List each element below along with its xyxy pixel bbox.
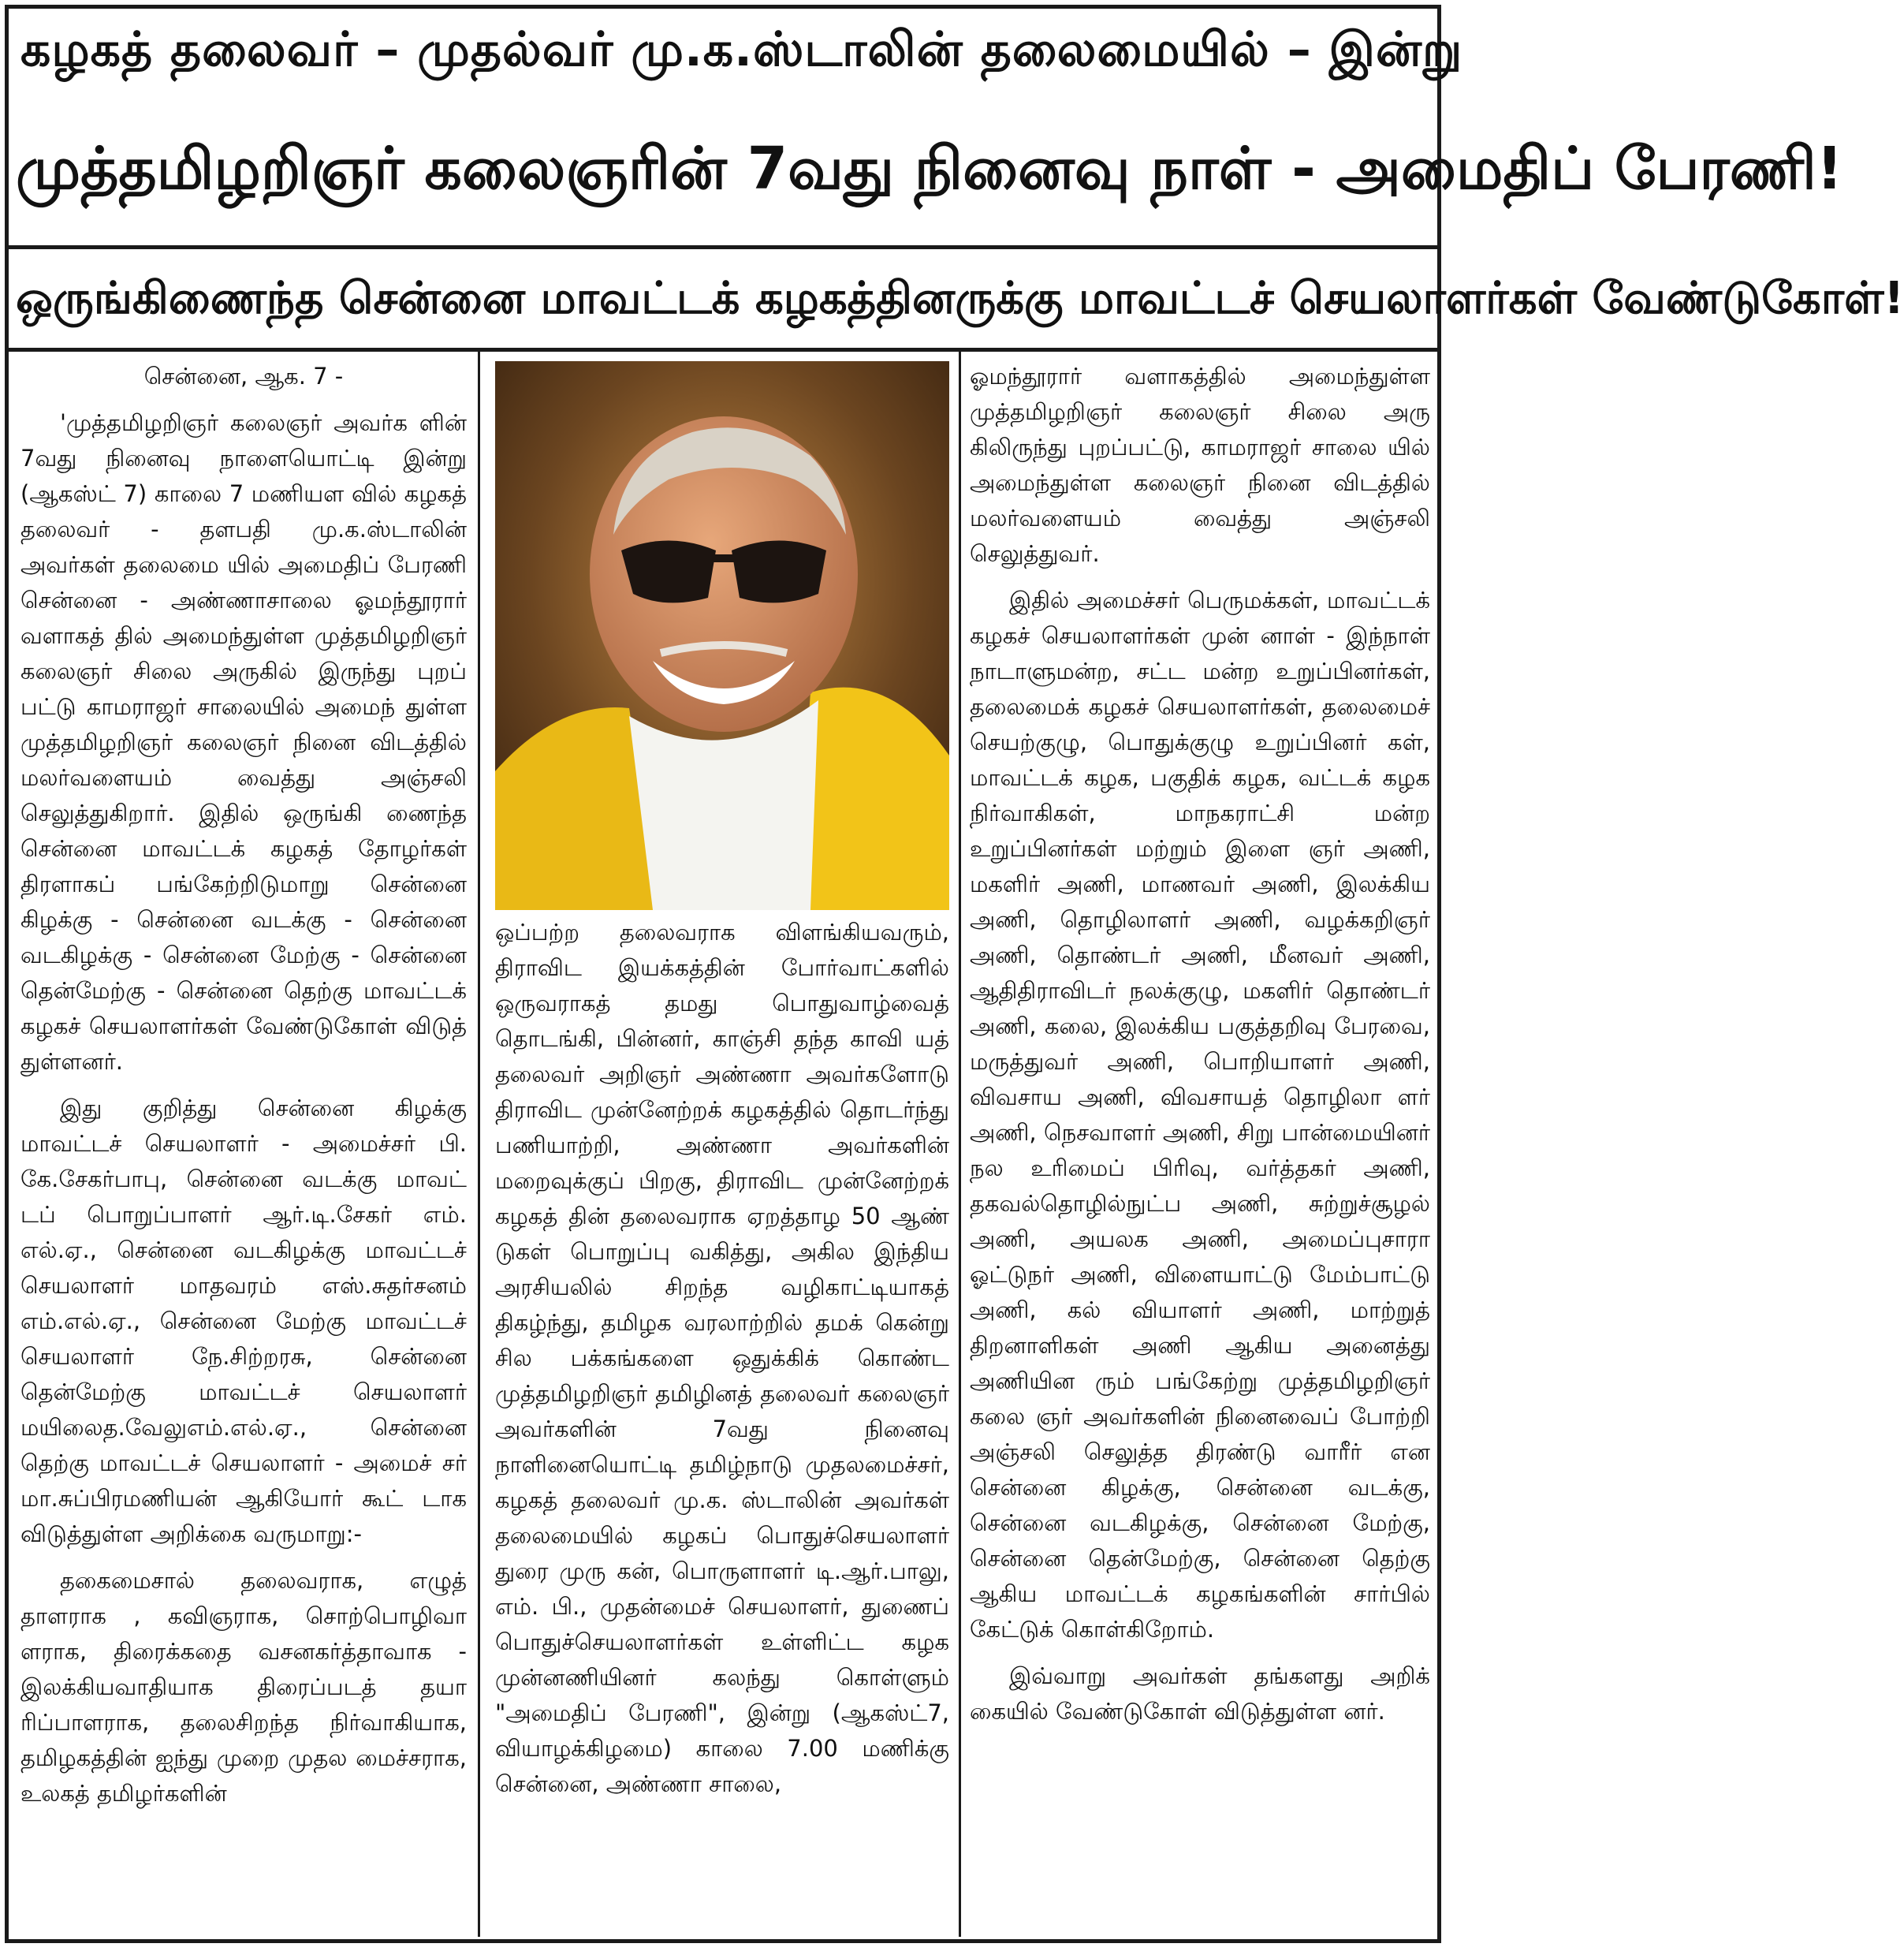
right-lens [732, 541, 826, 603]
subhead: ஒருங்கிணைந்த சென்னை மாவட்டக் கழகத்தினருக்கு மாவட்டச் செயலாளர்கள் வேண்டுகோள்! [16, 273, 1904, 324]
left-lens [621, 541, 716, 603]
headline-line-1: கழகத் தலைவர் – முதல்வர் மு.க.ஸ்டாலின் தலைமையில் – இன்று [20, 22, 1463, 77]
left-column [20, 359, 467, 1822]
paragraph: இதில் அமைச்சர் பெருமக்கள், மாவட்டக் கழகச் செயலாளர்கள் முன் னாள் - இந்நாள் நாடாளுமன்ற, சட்ட மன்ற உறுப்பினர்கள், தலைமைக் கழகச் செயலாளர்கள், தலைமைச் செயற்குழு, பொதுக்குழு உறுப்பினர் கள், மாவட்டக் கழக, பகுதிக் கழக, வட்டக் கழக நிர்வாகிகள், மாநகராட்சி மன்ற உறுப்பினர்கள் மற்றும் இளை ஞர் அணி, மகளிர் அணி, மாணவர் அணி, இலக்கிய அணி, தொழிலாளர் அணி, வழக்கறிஞர் அணி, தொண்டர் அணி, மீனவர் அணி, ஆதிதிராவிடர் நலக்குழு, மகளிர் தொண்டர் அணி, கலை, இலக்கிய பகுத்தறிவு பேரவை, மருத்துவர் அணி, பொறியாளர் அணி, விவசாய அணி, விவசாயத் தொழிலா ளர் அணி, நெசவாளர் அணி, சிறு பான்மையினர் நல உரிமைப் பிரிவு, வர்த்தகர் அணி, தகவல்தொழில்நுட்ப அணி, சுற்றுச்சூழல் அணி, அயலக அணி, அமைப்புசாரா ஓட்டுநர் அணி, விளையாட்டு மேம்பாட்டு அணி, கல் வியாளர் அணி, மாற்றுத் திறனாளிகள் அணி ஆகிய அனைத்து அணியின ரும் பங்கேற்று முத்தமிழறிஞர் கலை ஞர் அவர்களின் நினைவைப் போற்றி அஞ்சலி செலுத்த திரண்டு வாரீர் என சென்னை கிழக்கு, சென்னை வடக்கு, சென்னை வடகிழக்கு, சென்னை மேற்கு, சென்னை தென்மேற்கு, சென்னை தெற்கு ஆகிய மாவட்டக் கழகங்களின் சார்பில் கேட்டுக் கொள்கிறோம். [970, 587, 1430, 1643]
dateline: சென்னை, ஆக. 7 - [143, 363, 344, 390]
column-rule [959, 352, 961, 1937]
portrait-illustration [495, 361, 949, 910]
right-column [970, 359, 1430, 1740]
middle-column [495, 915, 949, 1813]
paragraph: ஓமந்தூரார் வளாகத்தில் அமைந்துள்ள முத்தமிழறிஞர் கலைஞர் சிலை அரு கிலிருந்து புறப்பட்டு, காமராஜர் சாலை யில் அமைந்துள்ள கலைஞர் நினை விடத்தில் மலர்வளையம் வைத்து அஞ்சலி செலுத்துவர். [970, 363, 1430, 567]
column-rule [478, 352, 480, 1937]
headline-box [5, 5, 1843, 249]
paragraph: ஒப்பற்ற தலைவராக விளங்கியவரும், திராவிட இயக்கத்தின் போர்வாட்களில் ஒருவராகத் தமது பொதுவாழ்வைத் தொடங்கி, பின்னர், காஞ்சி தந்த காவி யத் தலைவர் அறிஞர் அண்ணா அவர்களோடு திராவிட முன்னேற்றக் கழகத்தில் தொடர்ந்து பணியாற்றி, அண்ணா அவர்களின் மறைவுக்குப் பிறகு, திராவிட முன்னேற்றக் கழகத் தின் தலைவராக ஏறத்தாழ 50 ஆண் டுகள் பொறுப்பு வகித்து, அகில இந்திய அரசியலில் சிறந்த வழிகாட்டியாகத் திகழ்ந்து, தமிழக வரலாற்றில் தமக் கென்று சில பக்கங்களை ஒதுக்கிக் கொண்ட முத்தமிழறிஞர் தமிழினத் தலைவர் கலைஞர் அவர்களின் 7வது நினைவு நாளினையொட்டி தமிழ்நாடு முதலமைச்சர், கழகத் தலைவர் மு.க. ஸ்டாலின் அவர்கள் தலைமையில் கழகப் பொதுச்செயலாளர் துரை முரு கன், பொருளாளர் டி.ஆர்.பாலு, எம். பி., முதன்மைச் செயலாளர், துணைப் பொதுச்செயலாளர்கள் உள்ளிட்ட கழக முன்னணியினர் கலந்து கொள்ளும் "அமைதிப் பேரணி", இன்று (ஆகஸ்ட்7, வியாழக்கிழமை) காலை 7.00 மணிக்கு சென்னை, அண்ணா சாலை, [495, 919, 949, 1797]
headline-line-2: முத்தமிழறிஞர் கலைஞரின் 7வது நினைவு நாள் - அமைதிப் பேரணி! [16, 135, 1843, 203]
paragraph: தகைமைசால் தலைவராக, எழுத் தாளராக , கவிஞராக, சொற்பொழிவா ளராக, திரைக்கதை வசனகர்த்தாவாக - இலக்கியவாதியாக திரைப்படத் தயா ரிப்பாளராக, தலைசிறந்த நிர்வாகியாக, தமிழகத்தின் ஐந்து முறை முதல மைச்சராக, உலகத் தமிழர்களின் [20, 1567, 467, 1807]
subhead-box [5, 249, 1904, 352]
glasses-bridge [708, 554, 740, 562]
portrait-photo [495, 361, 949, 910]
paragraph: 'முத்தமிழறிஞர் கலைஞர் அவர்க ளின் 7வது நினைவு நாளையொட்டி இன்று (ஆகஸ்ட் 7) காலை 7 மணியள வில் கழகத் தலைவர் - தளபதி மு.க.ஸ்டாலின் அவர்கள் தலைமை யில் அமைதிப் பேரணி சென்னை - அண்ணாசாலை ஓமந்தூரார் வளாகத் தில் அமைந்துள்ள முத்தமிழறிஞர் கலைஞர் சிலை அருகில் இருந்து புறப் பட்டு காமராஜர் சாலையில் அமைந் துள்ள முத்தமிழறிஞர் கலைஞர் நினை விடத்தில் மலர்வளையம் வைத்து அஞ்சலி செலுத்துகிறார். இதில் ஒருங்கி ணைந்த சென்னை மாவட்டக் கழகத் தோழர்கள் திரளாகப் பங்கேற்றிடுமாறு சென்னை கிழக்கு - சென்னை வடக்கு - சென்னை வடகிழக்கு - சென்னை மேற்கு - சென்னை தென்மேற்கு - சென்னை தெற்கு மாவட்டக் கழகச் செயலாளர்கள் வேண்டுகோள் விடுத் துள்ளனர். [20, 409, 467, 1075]
paragraph: இவ்வாறு அவர்கள் தங்களது அறிக் கையில் வேண்டுகோள் விடுத்துள்ள னர். [970, 1662, 1430, 1725]
paragraph: இது குறித்து சென்னை கிழக்கு மாவட்டச் செயலாளர் - அமைச்சர் பி. கே.சேகர்பாபு, சென்னை வடக்கு மாவட் டப் பொறுப்பாளர் ஆர்.டி.சேகர் எம். எல்.ஏ., சென்னை வடகிழக்கு மாவட்டச் செயலாளர் மாதவரம் எஸ்.சுதர்சனம் எம்.எல்.ஏ., சென்னை மேற்கு மாவட்டச் செயலாளர் நே.சிற்றரசு, சென்னை தென்மேற்கு மாவட்டச் செயலாளர் மயிலைத.வேலுஎம்.எல்.ஏ., சென்னை தெற்கு மாவட்டச் செயலாளர் - அமைச் சர் மா.சுப்பிரமணியன் ஆகியோர் கூட் டாக விடுத்துள்ள அறிக்கை வருமாறு:- [20, 1095, 467, 1547]
